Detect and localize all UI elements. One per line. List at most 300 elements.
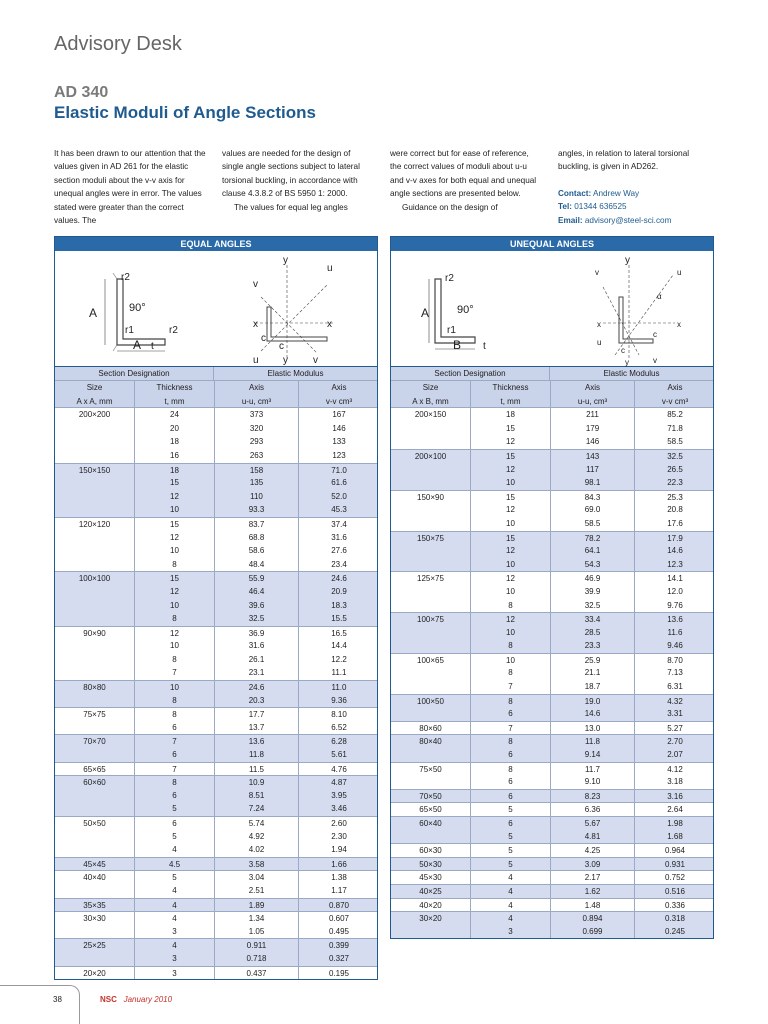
size-cell: [55, 830, 135, 844]
size-cell: [391, 503, 471, 517]
size-cell: 35×35: [55, 899, 135, 912]
modulus-uu-cell: 9.14: [551, 748, 635, 762]
email-label: Email:: [558, 215, 583, 225]
thickness-cell: 12: [471, 435, 551, 449]
size-cell: [391, 544, 471, 558]
label-r1: r1: [125, 325, 134, 336]
thickness-cell: 4: [471, 871, 551, 884]
size-cell: [55, 666, 135, 680]
table-row: [391, 639, 713, 653]
modulus-uu-cell: 32.5: [551, 599, 635, 613]
table-row: [55, 408, 377, 422]
size-cell: [55, 694, 135, 708]
modulus-vv-cell: 37.4: [331, 519, 347, 529]
thickness-cell: 4: [471, 885, 551, 898]
size-cell: [55, 952, 135, 966]
table-row: [391, 422, 713, 436]
modulus-vv-cell: 9.76: [667, 600, 683, 610]
thickness-cell: 4: [135, 939, 215, 952]
modulus-uu-cell: 1.48: [551, 899, 635, 912]
table-row: [55, 599, 377, 613]
table-row: [55, 830, 377, 844]
thickness-cell: 7: [135, 763, 215, 776]
size-cell: 100×75: [391, 613, 471, 626]
size-cell: [55, 422, 135, 436]
thickness-cell: 18: [135, 435, 215, 449]
label-r2b: r2: [169, 325, 178, 336]
table-row: [391, 449, 713, 463]
thickness-cell: 5: [471, 803, 551, 816]
table-row: [391, 802, 713, 816]
table-row: [391, 870, 713, 884]
intro-text: were correct but for ease of reference, the correct values of moduli about u-u and v-v axes for both equal and unequal angle sections are presented below.: [390, 149, 537, 199]
label-x: x: [253, 319, 258, 330]
unequal-angles-heading: UNEQUAL ANGLES: [391, 237, 713, 251]
label-cx: c: [653, 330, 657, 339]
modulus-uu-cell: 39.6: [215, 599, 299, 613]
thickness-cell: 10: [471, 517, 551, 531]
modulus-vv-cell: 4.32: [667, 696, 683, 706]
modulus-vv-cell: 14.1: [667, 574, 683, 584]
thickness-cell: 8: [471, 599, 551, 613]
size-cell: [55, 653, 135, 667]
thickness-cell: 5: [471, 830, 551, 844]
table-row: [391, 748, 713, 762]
table-row: [391, 408, 713, 422]
thickness-cell: 12: [135, 531, 215, 545]
thickness-cell: 3: [135, 925, 215, 939]
modulus-vv-cell: 0.931: [664, 859, 686, 869]
thickness-header: Thickness: [135, 381, 215, 395]
modulus-vv-cell: 4.12: [667, 764, 683, 774]
table-row: [391, 571, 713, 585]
thickness-cell: 10: [135, 599, 215, 613]
publication-name: NSC: [100, 995, 117, 1004]
size-header: Size: [391, 381, 471, 395]
modulus-vv-cell: 12.2: [331, 654, 347, 664]
modulus-vv-cell: 3.31: [667, 709, 683, 719]
size-cell: [391, 925, 471, 939]
table-row: [391, 898, 713, 912]
thickness-cell: 7: [471, 680, 551, 694]
table-row: [55, 898, 377, 912]
modulus-uu-cell: 0.437: [215, 967, 299, 980]
size-cell: [55, 721, 135, 735]
modulus-vv-cell: 9.36: [331, 695, 347, 705]
label-v2: v: [653, 356, 657, 365]
label-u2: u: [597, 338, 602, 347]
thickness-cell: 4: [135, 899, 215, 912]
modulus-uu-cell: 13.6: [215, 735, 299, 748]
thickness-cell: 8: [471, 735, 551, 748]
modulus-vv-cell: 1.66: [331, 859, 347, 869]
modulus-vv-cell: 2.07: [667, 750, 683, 760]
modulus-uu-cell: 0.699: [551, 925, 635, 939]
modulus-uu-cell: 4.25: [551, 844, 635, 857]
modulus-vv-cell: 0.336: [664, 900, 686, 910]
modulus-uu-cell: 23.3: [551, 639, 635, 653]
thickness-cell: 12: [471, 572, 551, 585]
table-row: [55, 490, 377, 504]
modulus-uu-cell: 24.6: [215, 681, 299, 694]
size-cell: [391, 666, 471, 680]
modulus-vv-cell: 23.4: [331, 559, 347, 569]
modulus-vv-cell: 6.52: [331, 722, 347, 732]
table-row: [55, 639, 377, 653]
thickness-cell: 4: [471, 899, 551, 912]
modulus-uu-cell: 293: [215, 435, 299, 449]
modulus-uu-cell: 21.1: [551, 666, 635, 680]
size-cell: [391, 463, 471, 477]
modulus-vv-cell: 14.4: [331, 641, 347, 651]
label-v: v: [253, 279, 258, 290]
label-A2: A: [133, 338, 142, 352]
size-cell: [391, 599, 471, 613]
label-y: y: [283, 255, 288, 266]
thickness-cell: 6: [471, 775, 551, 789]
modulus-vv-cell: 1.98: [667, 819, 683, 828]
modulus-vv-cell: 123: [332, 450, 346, 460]
modulus-uu-cell: 13.7: [215, 721, 299, 735]
size-cell: 80×40: [391, 735, 471, 748]
axis-vv-header: Axis: [331, 383, 347, 392]
table-row: [391, 490, 713, 504]
size-cell: 50×30: [391, 858, 471, 871]
intro-text: values are needed for the design of single angle sections subject to lateral torsional buckling, in accordance with clause 4.3.8.2 of BS 5950 1: 2000.: [222, 149, 360, 199]
thickness-cell: 7: [471, 722, 551, 735]
table-row: [391, 775, 713, 789]
modulus-vv-cell: 14.6: [667, 546, 683, 556]
thickness-cell: 5: [135, 802, 215, 816]
size-cell: [55, 789, 135, 803]
table-row: [55, 843, 377, 857]
thickness-cell: 5: [471, 844, 551, 857]
table-row: [391, 653, 713, 667]
label-u: u: [327, 263, 333, 274]
intro-text: angles, in relation to lateral torsional buckling, is given in AD262.: [558, 149, 690, 172]
modulus-vv-cell: 24.6: [331, 574, 347, 584]
thickness-cell: 15: [135, 518, 215, 531]
modulus-vv-cell: 20.8: [667, 505, 683, 515]
thickness-cell: 3: [471, 925, 551, 939]
elastic-modulus-header: Elastic Modulus: [603, 369, 660, 378]
modulus-vv-cell: 0.195: [328, 968, 350, 978]
modulus-uu-cell: 69.0: [551, 503, 635, 517]
modulus-uu-cell: 46.4: [215, 585, 299, 599]
equal-angles-table: [54, 236, 378, 980]
size-cell: [391, 558, 471, 572]
modulus-uu-cell: 11.5: [215, 763, 299, 776]
unequal-header-row: [391, 381, 713, 395]
table-row: [55, 966, 377, 980]
label-cy: c: [621, 346, 625, 355]
table-row: [391, 843, 713, 857]
table-row: [55, 734, 377, 748]
modulus-uu-cell: 11.7: [551, 763, 635, 776]
thickness-cell: 8: [135, 653, 215, 667]
thickness-cell: 12: [471, 544, 551, 558]
modulus-uu-cell: 58.6: [215, 544, 299, 558]
modulus-vv-cell: 31.6: [331, 532, 347, 542]
table-row: [391, 830, 713, 844]
size-cell: [55, 503, 135, 517]
table-row: [55, 666, 377, 680]
modulus-uu-cell: 19.0: [551, 695, 635, 708]
modulus-uu-cell: 23.1: [215, 666, 299, 680]
thickness-cell: 3: [135, 967, 215, 980]
unequal-units-row: [391, 395, 713, 409]
modulus-vv-cell: 45.3: [331, 505, 347, 515]
footer-tab: [0, 985, 80, 1024]
table-row: [391, 558, 713, 572]
size-unit: A x B, mm: [391, 395, 471, 408]
table-row: [391, 680, 713, 694]
table-row: [391, 911, 713, 925]
modulus-uu-cell: 320: [215, 422, 299, 436]
modulus-uu-cell: 64.1: [551, 544, 635, 558]
modulus-vv-cell: 85.2: [667, 410, 683, 420]
modulus-uu-cell: 1.05: [215, 925, 299, 939]
modulus-vv-cell: 0.318: [664, 914, 686, 924]
intro-text: It has been drawn to our attention that the values given in AD 261 for the elastic section moduli about the v-v axis for unequal angles were in error. The values stated were greater than the correct values. The: [54, 149, 206, 226]
modulus-uu-cell: 5.74: [215, 817, 299, 830]
size-cell: 100×65: [391, 654, 471, 667]
modulus-uu-cell: 98.1: [551, 476, 635, 490]
size-cell: [55, 449, 135, 463]
label-t: t: [483, 341, 486, 352]
size-cell: [391, 517, 471, 531]
table-row: [391, 503, 713, 517]
modulus-uu-cell: 373: [215, 408, 299, 422]
table-row: [55, 870, 377, 884]
size-cell: [55, 925, 135, 939]
label-u: u: [677, 268, 682, 277]
thickness-cell: 12: [471, 463, 551, 477]
table-row: [391, 789, 713, 803]
modulus-vv-cell: 8.10: [331, 710, 347, 720]
modulus-uu-cell: 68.8: [215, 531, 299, 545]
modulus-uu-cell: 36.9: [215, 627, 299, 640]
size-cell: [55, 435, 135, 449]
modulus-vv-cell: 17.6: [667, 518, 683, 528]
modulus-vv-cell: 4.76: [331, 764, 347, 774]
size-cell: [391, 422, 471, 436]
table-row: [391, 626, 713, 640]
size-cell: [391, 626, 471, 640]
thickness-cell: 10: [135, 681, 215, 694]
modulus-uu-cell: 4.92: [215, 830, 299, 844]
thickness-cell: 4: [471, 912, 551, 925]
modulus-vv-cell: 2.30: [331, 831, 347, 841]
unequal-angle-diagram: [391, 251, 713, 367]
size-cell: 150×150: [55, 464, 135, 477]
table-row: [391, 666, 713, 680]
size-cell: [55, 639, 135, 653]
table-row: [55, 952, 377, 966]
modulus-vv-cell: 3.95: [331, 790, 347, 800]
table-row: [55, 585, 377, 599]
label-r2: r2: [445, 273, 454, 284]
modulus-uu-cell: 25.9: [551, 654, 635, 667]
thickness-cell: 6: [471, 748, 551, 762]
size-cell: 40×25: [391, 885, 471, 898]
modulus-vv-cell: 18.3: [331, 600, 347, 610]
modulus-vv-cell: 3.18: [667, 777, 683, 787]
label-B: B: [453, 338, 462, 352]
table-row: [391, 435, 713, 449]
modulus-uu-cell: 3.58: [215, 858, 299, 871]
table-row: [391, 585, 713, 599]
label-u2: u: [253, 355, 259, 366]
modulus-uu-cell: 135: [215, 476, 299, 490]
modulus-uu-cell: 84.3: [551, 491, 635, 504]
table-row: [55, 911, 377, 925]
modulus-uu-cell: 78.2: [551, 532, 635, 545]
size-cell: [55, 544, 135, 558]
label-x2: x: [677, 320, 681, 329]
thickness-cell: 10: [471, 558, 551, 572]
table-row: [55, 653, 377, 667]
table-row: [391, 816, 713, 830]
label-x: x: [597, 320, 601, 329]
modulus-uu-cell: 31.6: [215, 639, 299, 653]
modulus-uu-cell: 263: [215, 449, 299, 463]
size-cell: 90×90: [55, 627, 135, 640]
modulus-vv-cell: 11.0: [331, 683, 347, 693]
label-cx: c: [279, 341, 284, 352]
modulus-uu-cell: 1.34: [215, 912, 299, 925]
table-row: [391, 599, 713, 613]
modulus-vv-cell: 13.6: [667, 615, 683, 625]
thickness-cell: 8: [471, 695, 551, 708]
table-row: [55, 503, 377, 517]
modulus-vv-cell: 22.3: [667, 478, 683, 488]
modulus-vv-cell: 167: [332, 410, 346, 420]
size-cell: 120×120: [55, 518, 135, 531]
label-c: c: [261, 333, 266, 344]
modulus-uu-cell: 0.911: [215, 939, 299, 952]
thickness-cell: 6: [135, 817, 215, 830]
table-row: [391, 707, 713, 721]
size-cell: 200×150: [391, 408, 471, 422]
equal-header-row: [55, 381, 377, 395]
modulus-vv-cell: 0.327: [328, 953, 350, 963]
axis-vv-unit: v-v cm³: [661, 396, 689, 406]
modulus-uu-cell: 28.5: [551, 626, 635, 640]
thickness-cell: 5: [135, 830, 215, 844]
modulus-uu-cell: 211: [551, 408, 635, 422]
publication-date: January 2010: [123, 995, 173, 1004]
modulus-uu-cell: 58.5: [551, 517, 635, 531]
thickness-cell: 4.5: [135, 858, 215, 871]
email-link[interactable]: advisory@steel-sci.com: [584, 215, 672, 225]
table-row: [55, 463, 377, 477]
table-row: [55, 626, 377, 640]
table-row: [55, 721, 377, 735]
table-row: [391, 884, 713, 898]
modulus-vv-cell: 1.68: [667, 831, 683, 841]
intro-column-3: [390, 147, 542, 214]
size-cell: 45×30: [391, 871, 471, 884]
thickness-cell: 18: [471, 408, 551, 422]
modulus-uu-cell: 6.36: [551, 803, 635, 816]
thickness-cell: 16: [135, 449, 215, 463]
size-cell: 70×70: [55, 735, 135, 748]
size-cell: [55, 884, 135, 898]
table-row: [55, 476, 377, 490]
modulus-vv-cell: 6.28: [331, 737, 347, 747]
modulus-uu-cell: 33.4: [551, 613, 635, 626]
table-row: [55, 816, 377, 830]
thickness-cell: 15: [471, 532, 551, 545]
thickness-cell: 10: [135, 544, 215, 558]
tel-value: 01344 636525: [574, 202, 627, 212]
thickness-cell: 10: [471, 476, 551, 490]
size-cell: 75×75: [55, 708, 135, 721]
modulus-uu-cell: 17.7: [215, 708, 299, 721]
modulus-uu-cell: 0.718: [215, 952, 299, 966]
table-row: [55, 422, 377, 436]
thickness-cell: 6: [471, 817, 551, 830]
size-cell: [55, 531, 135, 545]
modulus-vv-cell: 2.60: [331, 819, 347, 828]
label-r1: r1: [447, 325, 456, 336]
size-cell: 25×25: [55, 939, 135, 952]
size-cell: [391, 680, 471, 694]
modulus-uu-cell: 11.8: [551, 735, 635, 748]
thickness-cell: 10: [471, 626, 551, 640]
size-cell: 80×60: [391, 722, 471, 735]
label-y: y: [625, 255, 630, 266]
modulus-uu-cell: 1.89: [215, 899, 299, 912]
table-row: [55, 544, 377, 558]
modulus-vv-cell: 4.87: [331, 778, 347, 788]
table-row: [391, 612, 713, 626]
size-cell: 60×60: [55, 776, 135, 789]
modulus-vv-cell: 0.964: [664, 846, 686, 856]
size-cell: 50×50: [55, 817, 135, 830]
equal-table-body: [55, 408, 377, 979]
size-cell: [391, 585, 471, 599]
modulus-uu-cell: 54.3: [551, 558, 635, 572]
section-designation-header: Section Designation: [391, 367, 550, 380]
thickness-cell: 6: [135, 721, 215, 735]
thickness-cell: 8: [135, 558, 215, 572]
size-cell: [391, 775, 471, 789]
size-cell: 70×50: [391, 790, 471, 803]
table-row: [55, 531, 377, 545]
modulus-vv-cell: 52.0: [331, 491, 347, 501]
modulus-uu-cell: 4.81: [551, 830, 635, 844]
modulus-vv-cell: 9.46: [667, 641, 683, 651]
axis-vv-header: Axis: [667, 383, 683, 392]
table-row: [55, 558, 377, 572]
thickness-cell: 6: [135, 748, 215, 762]
thickness-cell: 10: [471, 654, 551, 667]
modulus-uu-cell: 143: [551, 450, 635, 463]
thickness-cell: 5: [471, 858, 551, 871]
size-cell: 65×65: [55, 763, 135, 776]
modulus-uu-cell: 48.4: [215, 558, 299, 572]
table-row: [55, 938, 377, 952]
thickness-cell: 12: [135, 585, 215, 599]
size-cell: 125×75: [391, 572, 471, 585]
modulus-uu-cell: 2.17: [551, 871, 635, 884]
equal-angle-diagram: [55, 251, 377, 367]
label-alpha: α: [657, 292, 662, 301]
thickness-cell: 4: [135, 884, 215, 898]
modulus-vv-cell: 27.6: [331, 546, 347, 556]
